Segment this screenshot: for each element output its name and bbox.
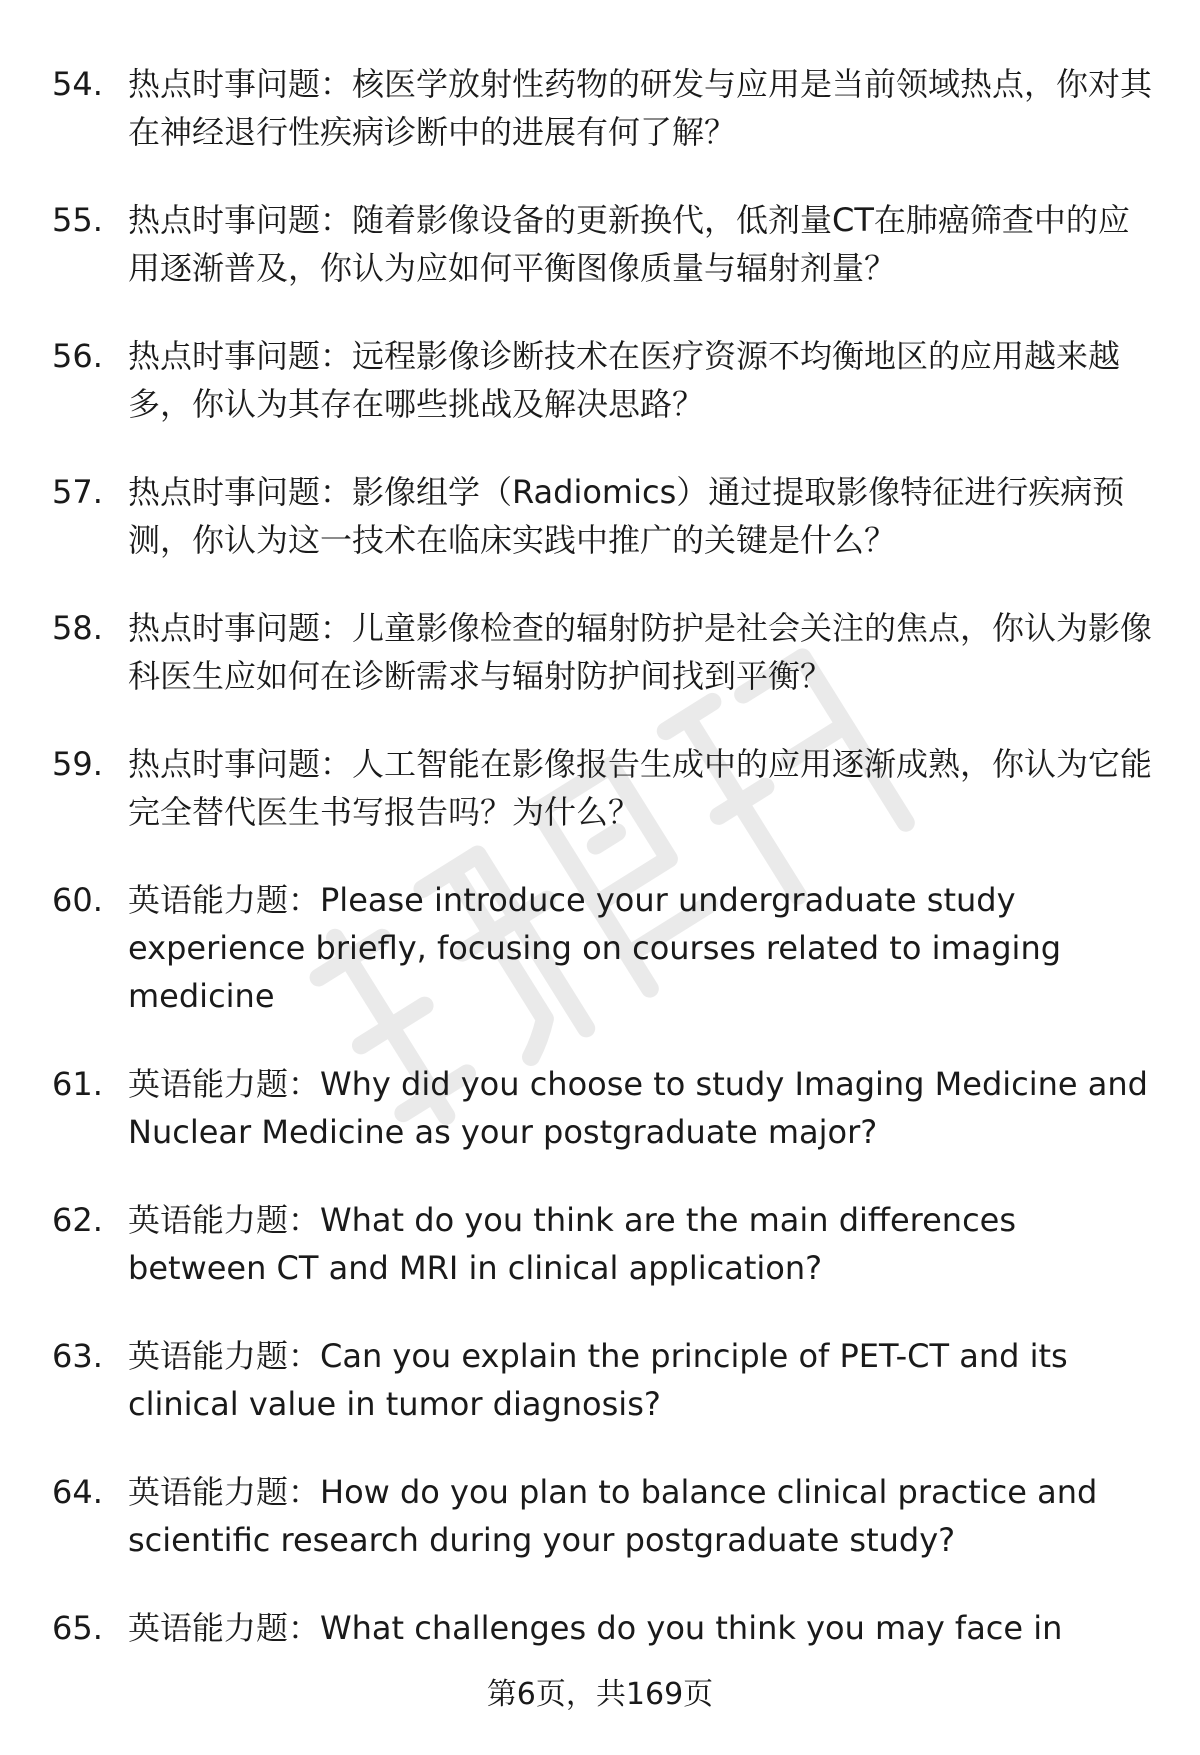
question-number: 65. xyxy=(52,1609,103,1647)
question-item-54 xyxy=(52,60,1162,156)
question-text: 热点时事问题：随着影像设备的更新换代，低剂量CT在肺癌筛查中的应用逐渐普及，你认为应如何平衡图像质量与辐射剂量？ xyxy=(128,201,1130,287)
question-number: 58. xyxy=(52,609,103,647)
question-item-61 xyxy=(52,1060,1162,1156)
question-number: 59. xyxy=(52,745,103,783)
question-text: 英语能力题：Why did you choose to study Imaging Medicine and Nuclear Medicine as your postgraduate major? xyxy=(128,1065,1148,1151)
question-item-64 xyxy=(52,1468,1162,1564)
question-text: 英语能力题：How do you plan to balance clinical practice and scientific research during your postgraduate study? xyxy=(128,1473,1098,1559)
page-number-label: 第6页，共169页 xyxy=(486,1677,714,1712)
question-number: 55. xyxy=(52,201,103,239)
question-item-55 xyxy=(52,196,1162,292)
question-list xyxy=(52,60,1162,1692)
question-text: 热点时事问题：儿童影像检查的辐射防护是社会关注的焦点，你认为影像科医生应如何在诊断需求与辐射防护间找到平衡？ xyxy=(128,609,1153,695)
question-number: 56. xyxy=(52,337,103,375)
question-item-59 xyxy=(52,740,1162,836)
question-number: 57. xyxy=(52,473,103,511)
question-number: 54. xyxy=(52,65,103,103)
question-text: 英语能力题：Can you explain the principle of PET-CT and its clinical value in tumor diagnosis? xyxy=(128,1337,1068,1423)
question-number: 62. xyxy=(52,1201,103,1239)
question-item-56 xyxy=(52,332,1162,428)
question-text: 英语能力题：What challenges do you think you may face in xyxy=(128,1609,1063,1647)
question-number: 63. xyxy=(52,1337,103,1375)
question-text: 热点时事问题：人工智能在影像报告生成中的应用逐渐成熟，你认为它能完全替代医生书写报告吗？为什么？ xyxy=(128,745,1153,831)
question-text: 热点时事问题：影像组学（Radiomics）通过提取影像特征进行疾病预测，你认为这一技术在临床实践中推广的关键是什么？ xyxy=(128,473,1125,559)
question-text: 热点时事问题：远程影像诊断技术在医疗资源不均衡地区的应用越来越多，你认为其存在哪些挑战及解决思路？ xyxy=(128,337,1121,423)
question-item-63 xyxy=(52,1332,1162,1428)
question-number: 60. xyxy=(52,881,103,919)
question-item-65 xyxy=(52,1604,1162,1652)
question-number: 64. xyxy=(52,1473,103,1511)
question-item-62 xyxy=(52,1196,1162,1292)
question-text: 英语能力题：What do you think are the main differences between CT and MRI in clinical application? xyxy=(128,1201,1017,1287)
question-text: 英语能力题：Please introduce your undergraduate study experience briefly, focusing on courses related to imaging medicine xyxy=(128,881,1062,1015)
question-item-58 xyxy=(52,604,1162,700)
question-item-57 xyxy=(52,468,1162,564)
page-footer xyxy=(0,1675,1200,1715)
question-number: 61. xyxy=(52,1065,103,1103)
question-item-60 xyxy=(52,876,1162,1020)
question-text: 热点时事问题：核医学放射性药物的研发与应用是当前领域热点，你对其在神经退行性疾病诊断中的进展有何了解？ xyxy=(128,65,1153,151)
